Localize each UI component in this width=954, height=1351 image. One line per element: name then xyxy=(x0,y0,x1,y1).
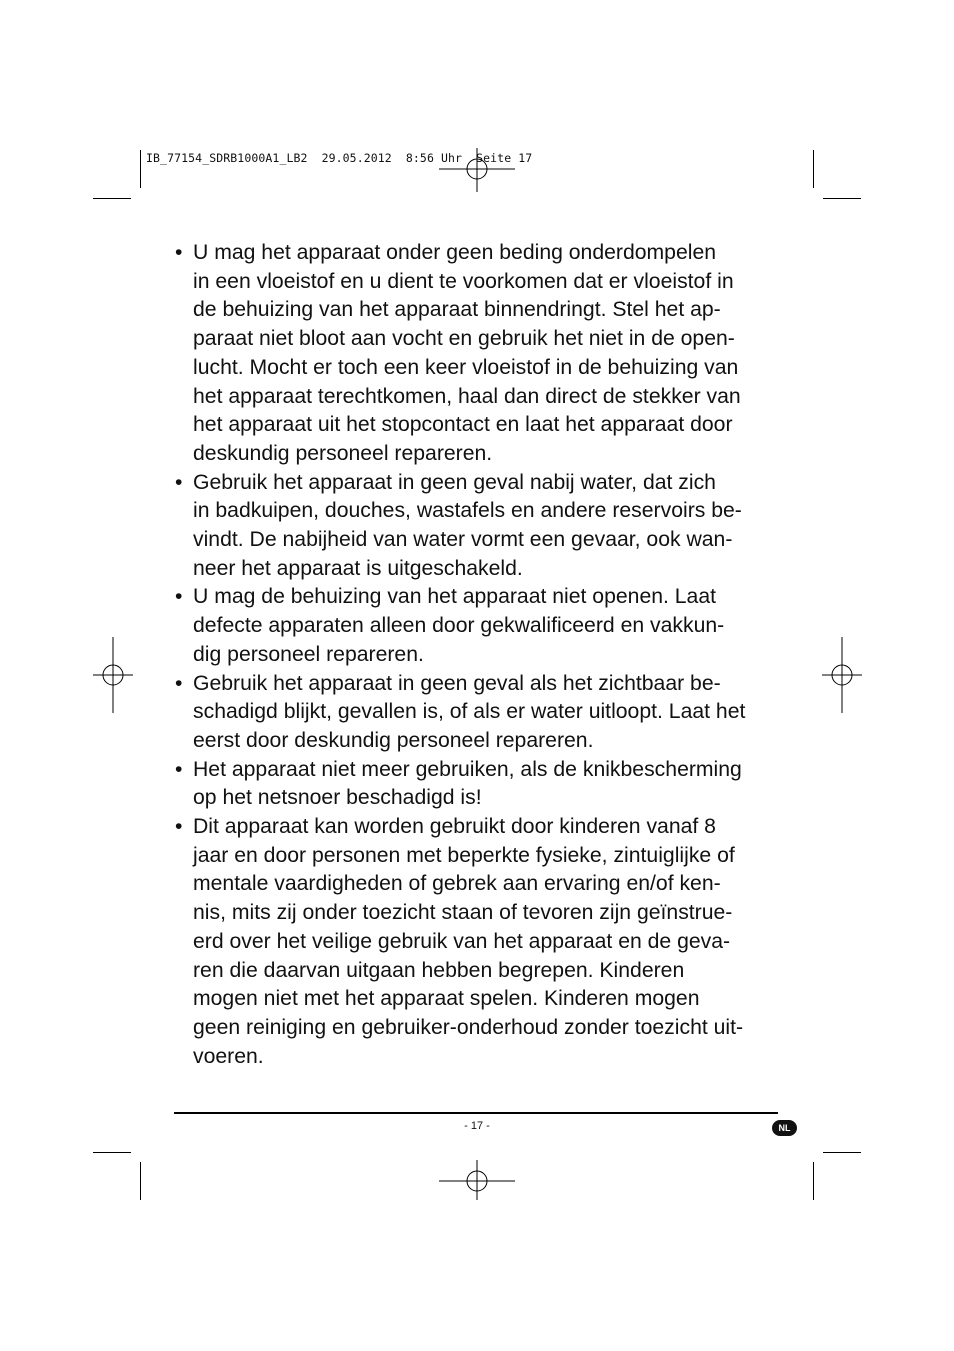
text-line: voeren. xyxy=(193,1044,264,1068)
list-item xyxy=(174,239,784,469)
crop-mark-top-left-vertical xyxy=(140,150,141,188)
text-line: neer het apparaat is uitgeschakeld. xyxy=(193,556,523,580)
list-item xyxy=(174,670,784,756)
text-line: de behuizing van het apparaat binnendringt. Stel het ap- xyxy=(193,298,721,322)
bullet-icon: • xyxy=(175,241,183,264)
text-line: dig personeel repareren. xyxy=(193,642,424,666)
text-line: op het netsnoer beschadigd is! xyxy=(193,786,482,810)
text-line: in een vloeistof en u dient te voorkomen dat er vloeistof in xyxy=(193,269,734,293)
text-line: vindt. De nabijheid van water vormt een gevaar, ook wan- xyxy=(193,528,733,552)
text-line: het apparaat uit het stopcontact en laat het apparaat door xyxy=(193,413,733,437)
footer-rule xyxy=(174,1112,778,1114)
crop-mark-bottom-left-vertical xyxy=(140,1162,141,1200)
print-slug: IB_77154_SDRB1000A1_LB2 29.05.2012 8:56 Uhr Seite 17 xyxy=(146,151,533,165)
registration-mark-bottom xyxy=(439,1160,515,1200)
bullet-icon: • xyxy=(175,585,183,609)
list-item xyxy=(174,583,784,669)
bullet-icon: • xyxy=(175,470,183,494)
text-line: schadigd blijkt, gevallen is, of als er water uitloopt. Laat het xyxy=(193,700,746,724)
registration-mark-left xyxy=(93,637,133,713)
text-line: mogen niet met het apparaat spelen. Kinderen mogen xyxy=(193,987,700,1011)
text-line: Het apparaat niet meer gebruiken, als de knikbescherming xyxy=(193,757,742,781)
text-line: deskundig personeel repareren. xyxy=(193,441,493,465)
safety-instructions-list xyxy=(174,239,784,1071)
text-line: Dit apparaat kan worden gebruikt door kinderen vanaf 8 xyxy=(193,815,716,839)
text-line: in badkuipen, douches, wastafels en andere reservoirs be- xyxy=(193,499,742,523)
language-badge: NL xyxy=(772,1120,797,1136)
list-item xyxy=(174,756,784,813)
text-line: Gebruik het apparaat in geen geval nabij water, dat zich xyxy=(193,470,716,494)
text-line: U mag het apparaat onder geen beding onderdompelen xyxy=(193,241,717,264)
text-line: nis, mits zij onder toezicht staan of tevoren zijn geïnstrue- xyxy=(193,901,733,925)
page-number: - 17 - xyxy=(464,1120,490,1132)
crop-mark-top-right-vertical xyxy=(813,150,814,188)
text-line: het apparaat terechtkomen, haal dan direct de stekker van xyxy=(193,384,741,408)
text-line: paraat niet bloot aan vocht en gebruik het niet in de open- xyxy=(193,327,735,351)
text-line: lucht. Mocht er toch een keer vloeistof in de behuizing van xyxy=(193,355,739,379)
bullet-icon: • xyxy=(175,757,183,781)
text-line: geen reiniging en gebruiker-onderhoud zonder toezicht uit- xyxy=(193,1015,744,1039)
list-item xyxy=(174,469,784,584)
text-line: U mag de behuizing van het apparaat niet openen. Laat xyxy=(193,585,717,609)
crop-mark-bottom-left-horizontal xyxy=(93,1152,131,1153)
text-line: mentale vaardigheden of gebrek aan ervaring en/of ken- xyxy=(193,872,721,896)
text-line: Gebruik het apparaat in geen geval als het zichtbaar be- xyxy=(193,671,721,695)
text-line: ren die daarvan uitgaan hebben begrepen. Kinderen xyxy=(193,958,685,982)
registration-mark-right xyxy=(822,637,862,713)
text-line: eerst door deskundig personeel repareren. xyxy=(193,728,594,752)
registration-mark-top xyxy=(439,148,515,192)
crop-mark-top-left-horizontal xyxy=(93,198,131,199)
crop-mark-bottom-right-horizontal xyxy=(823,1152,861,1153)
bullet-icon: • xyxy=(175,671,183,695)
bullet-icon: • xyxy=(175,815,183,839)
text-line: jaar en door personen met beperkte fysieke, zintuiglijke of xyxy=(193,843,735,867)
text-line: erd over het veilige gebruik van het apparaat en de geva- xyxy=(193,929,731,953)
list-item xyxy=(174,813,784,1071)
crop-mark-bottom-right-vertical xyxy=(813,1162,814,1200)
crop-mark-top-right-horizontal xyxy=(823,198,861,199)
text-line: defecte apparaten alleen door gekwalificeerd en vakkun- xyxy=(193,614,725,638)
